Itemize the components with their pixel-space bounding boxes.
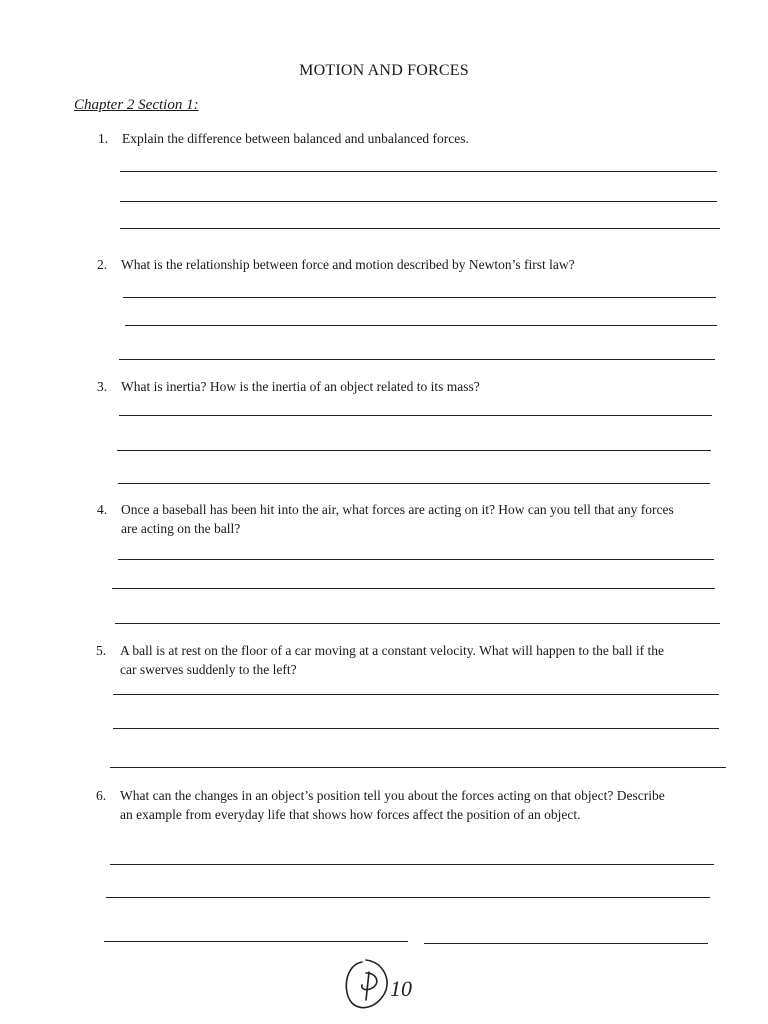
worksheet-title: MOTION AND FORCES: [299, 62, 469, 79]
question-text: Once a baseball has been hit into the air, what forces are acting on it? How can you tell that any forces are acting on the ball?: [121, 502, 674, 536]
score-circle-icon: [346, 960, 387, 1008]
question-text: A ball is at rest on the floor of a car moving at a constant velocity. What will happen to the ball if the car swerves suddenly to the left?: [120, 643, 664, 677]
question-number: 4.: [97, 502, 108, 517]
question-number: 6.: [96, 788, 107, 803]
chapter-heading: Chapter 2 Section 1:: [74, 97, 199, 113]
question-number: 5.: [96, 643, 107, 658]
question-text: What can the changes in an object’s position tell you about the forces acting on that object? Describe an example from everyday life that shows how forces affect the position of an object.: [120, 788, 665, 822]
question-text: What is inertia? How is the inertia of an object related to its mass?: [121, 379, 480, 394]
question-number: 1.: [98, 131, 109, 146]
question-text: What is the relationship between force and motion described by Newton’s first law?: [121, 257, 575, 272]
question-number: 2.: [97, 257, 108, 272]
score-value: 10: [390, 976, 412, 1001]
question-number: 3.: [97, 379, 108, 394]
question-text: Explain the difference between balanced and unbalanced forces.: [122, 131, 469, 146]
